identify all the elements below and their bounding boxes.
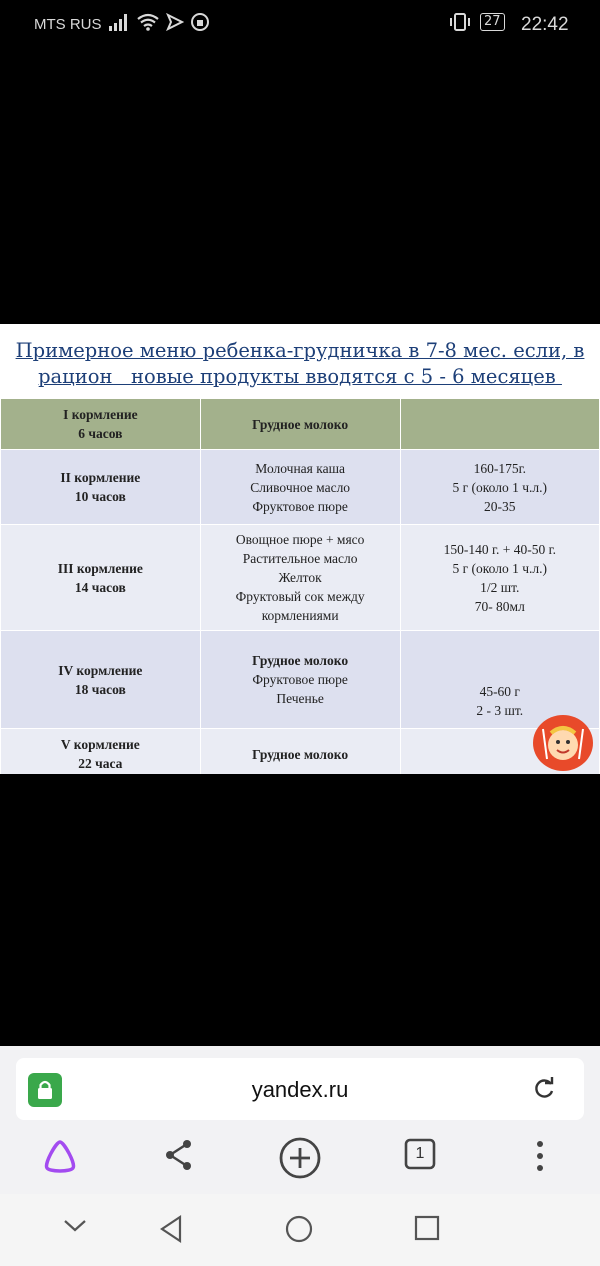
amount-item: 45-60 г — [479, 684, 520, 699]
amount-item: 70- 80мл — [474, 598, 525, 614]
amount-item: 2 - 3 шт. — [476, 703, 524, 718]
battery-icon: 27 — [480, 13, 505, 31]
feeding-time: 14 часов — [74, 579, 126, 595]
food-item: Грудное молоко — [252, 416, 349, 432]
status-bar — [0, 0, 600, 50]
amount-item: 5 г (около 1 ч.л.) — [452, 560, 548, 576]
share-icon[interactable] — [163, 1138, 195, 1172]
feeding-cell — [1, 525, 201, 631]
feeding-time: 18 часов — [74, 681, 126, 697]
amount-item: 150-140 г. + 40-50 г. — [443, 541, 556, 557]
food-item: Печенье — [276, 691, 324, 706]
feeding-label: I кормление — [63, 407, 138, 422]
foods-cell — [200, 631, 400, 729]
amount-item: 160-175г. — [473, 460, 526, 476]
status-clock: 22:42 — [521, 14, 569, 35]
table-row — [1, 525, 600, 631]
menu-title-line2: рацион новые продукты вводятся с 5 - 6 месяцев — [38, 365, 562, 388]
food-item: Грудное молоко — [252, 747, 349, 762]
food-item: Грудное молоко — [252, 653, 349, 668]
signal-icon — [108, 12, 130, 32]
feeding-cell — [1, 399, 201, 450]
food-item: Сливочное масло — [250, 479, 351, 495]
url-text[interactable]: yandex.ru — [251, 1077, 349, 1102]
menu-title-line1: Примерное меню ребенка-грудничка в 7-8 мес. если, в — [15, 339, 585, 362]
vpn-icon — [190, 12, 210, 32]
more-menu-icon[interactable] — [532, 1138, 548, 1174]
wifi-icon — [136, 12, 160, 32]
tab-count: 1 — [415, 1145, 425, 1162]
table-row — [1, 729, 600, 775]
amount-item: 1/2 шт. — [480, 579, 520, 595]
food-item: Овощное пюре + мясо — [235, 532, 365, 547]
foods-cell — [200, 729, 400, 775]
foods-cell — [200, 450, 400, 525]
food-item: Молочная каша — [255, 460, 345, 476]
feeding-label: II кормление — [60, 470, 141, 485]
feeding-label: IV кормление — [58, 662, 143, 678]
amount-item: 20-35 — [484, 498, 516, 514]
browser-bar — [0, 1046, 600, 1194]
reload-icon[interactable] — [531, 1076, 557, 1102]
tabs-button[interactable] — [404, 1138, 436, 1170]
food-item: Фруктовый сок между — [235, 589, 365, 604]
browser-toolbar — [0, 1134, 600, 1190]
amount-item: 5 г (около 1 ч.л.) — [452, 479, 548, 495]
foods-cell — [200, 525, 400, 631]
table-row — [1, 631, 600, 729]
food-item: кормлениями — [261, 608, 339, 623]
feeding-time: 10 часов — [74, 489, 126, 504]
food-item: Желток — [278, 570, 322, 585]
feeding-cell — [1, 729, 201, 775]
feeding-label: V кормление — [60, 737, 140, 752]
menu-table — [0, 398, 600, 774]
feeding-label: III кормление — [57, 560, 143, 576]
new-tab-plus-icon[interactable] — [278, 1136, 322, 1180]
table-row — [1, 450, 600, 525]
foods-cell — [200, 399, 400, 450]
amounts-cell — [400, 399, 599, 450]
chevron-down-icon[interactable] — [62, 1218, 88, 1234]
feeding-time: 6 часов — [78, 426, 123, 441]
amounts-cell — [400, 631, 599, 729]
baby-mascot-icon — [533, 715, 593, 771]
table-row — [1, 399, 600, 450]
feeding-cell — [1, 631, 201, 729]
menu-image[interactable] — [0, 324, 600, 774]
feeding-cell — [1, 450, 201, 525]
alice-assistant-icon[interactable] — [40, 1138, 80, 1174]
food-item: Фруктовое пюре — [252, 498, 348, 514]
amounts-cell — [400, 450, 599, 525]
system-nav-bar — [0, 1194, 600, 1266]
recent-apps-icon[interactable] — [413, 1214, 441, 1242]
status-icons-right — [448, 12, 505, 32]
carrier-name: MTS RUS — [34, 16, 102, 33]
home-icon[interactable] — [284, 1214, 314, 1244]
menu-title — [0, 338, 600, 390]
feeding-time: 22 часа — [78, 756, 123, 771]
back-icon[interactable] — [157, 1214, 185, 1244]
address-bar[interactable] — [16, 1058, 584, 1120]
vibrate-icon — [448, 12, 472, 32]
food-item: Растительное масло — [242, 551, 358, 566]
send-icon — [166, 13, 184, 31]
status-icons-left — [108, 12, 210, 32]
amounts-cell — [400, 525, 599, 631]
food-item: Фруктовое пюре — [252, 672, 348, 687]
